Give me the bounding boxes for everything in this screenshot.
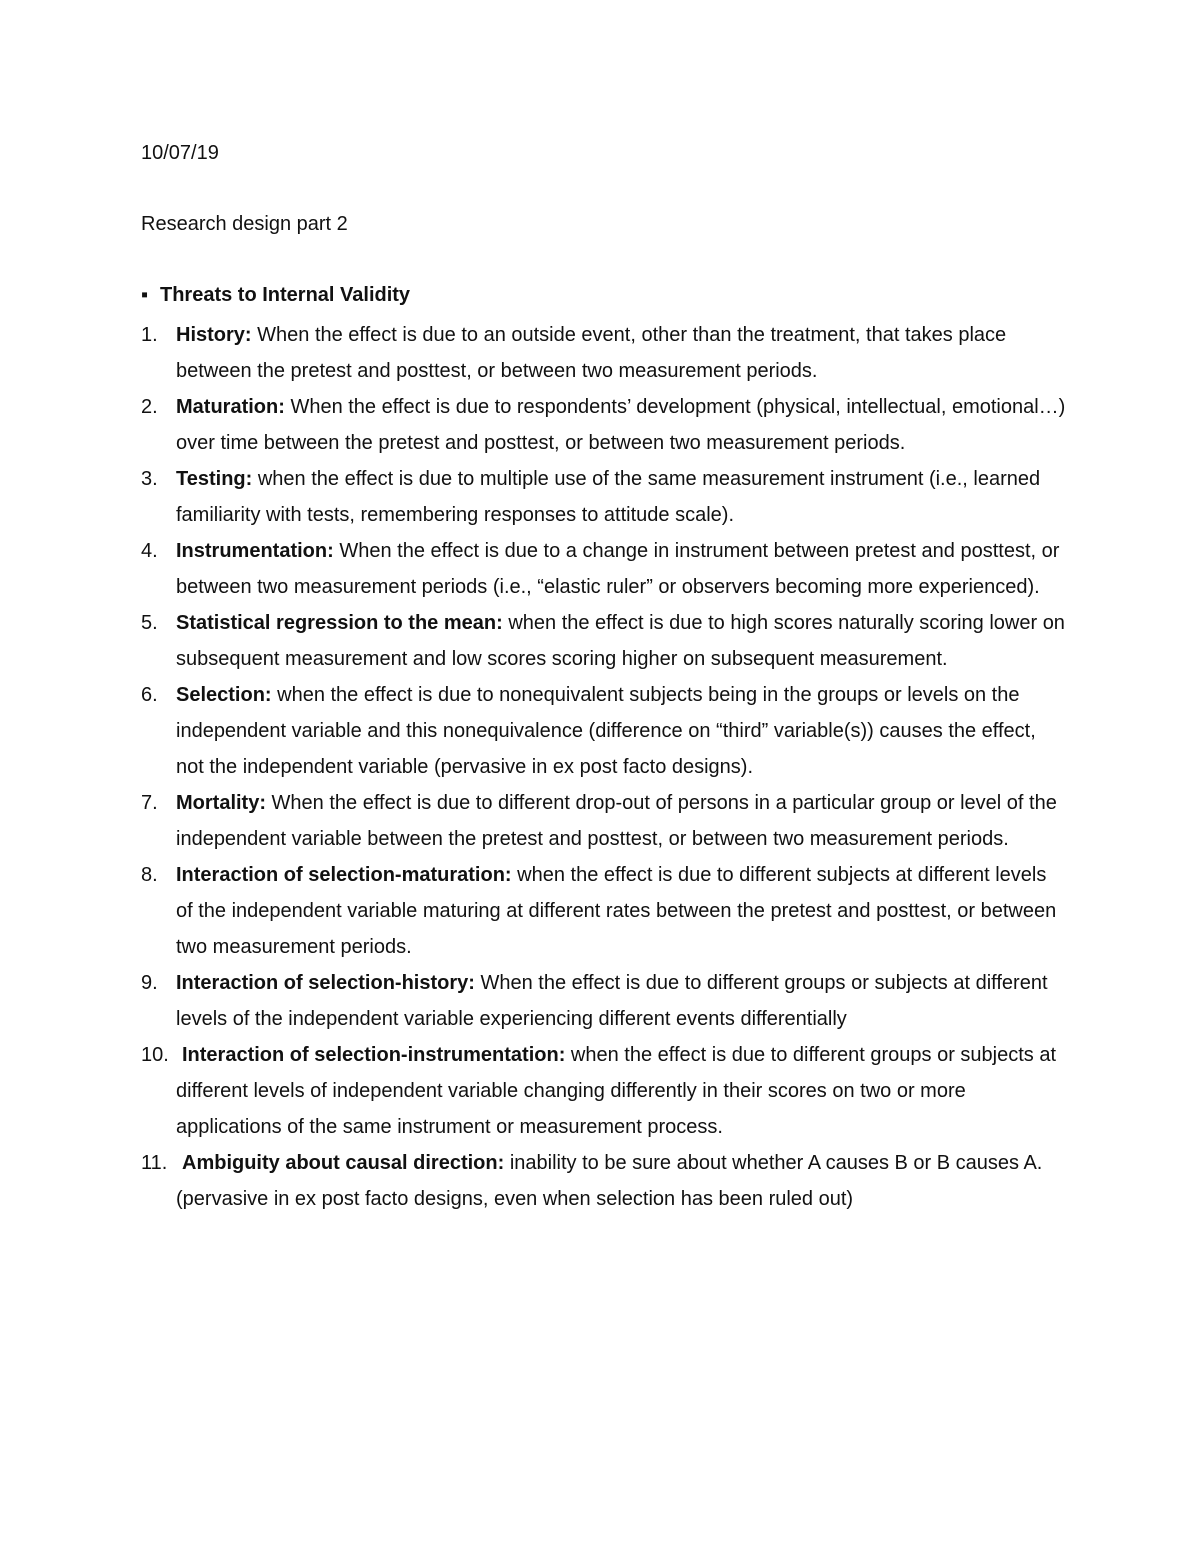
list-item-content bbox=[176, 864, 1056, 958]
list-item-text: When the effect is due to different groups or subjects at different levels of the independent variable experiencing different events differentially bbox=[176, 972, 1048, 1030]
list-item-content bbox=[176, 1044, 1056, 1138]
list-item-term: Interaction of selection-instrumentation: bbox=[182, 1044, 566, 1066]
list-item-content bbox=[176, 396, 1065, 454]
list-item-number: 7. bbox=[141, 792, 158, 814]
list-item-number: 11. bbox=[141, 1152, 168, 1174]
list-item-history bbox=[0, 317, 1066, 389]
section-heading bbox=[141, 282, 410, 308]
document-date: 10/07/19 bbox=[141, 142, 219, 164]
square-bullet-icon: ▪ bbox=[141, 284, 149, 306]
list-item-term: Selection: bbox=[176, 684, 272, 706]
list-item-selection-instrumentation bbox=[0, 1037, 1066, 1145]
list-item-term: Interaction of selection-maturation: bbox=[176, 864, 512, 886]
list-item-number: 6. bbox=[141, 684, 158, 706]
list-item-content bbox=[176, 540, 1059, 598]
list-item-text: When the effect is due to a change in instrument between pretest and posttest, or between two measurement periods (i.e., “elastic ruler” or observers becoming more experienced). bbox=[176, 540, 1060, 598]
list-item-number: 1. bbox=[141, 324, 158, 346]
list-item-text: inability to be sure about whether A causes B or B causes A. (pervasive in ex post facto designs, even when selection has been ruled out) bbox=[176, 1152, 1043, 1210]
list-item-text: when the effect is due to high scores naturally scoring lower on subsequent measurement and low scores scoring higher on subsequent measurement. bbox=[176, 612, 1065, 670]
list-item-instrumentation bbox=[0, 533, 1066, 605]
list-item-term: Maturation: bbox=[176, 396, 285, 418]
list-item-number: 5. bbox=[141, 612, 158, 634]
list-item-number: 3. bbox=[141, 468, 158, 490]
list-item-text: When the effect is due to an outside event, other than the treatment, that takes place between the pretest and posttest, or between two measurement periods. bbox=[176, 324, 1007, 382]
list-item-content bbox=[176, 684, 1036, 778]
list-item-statistical-regression bbox=[0, 605, 1066, 677]
list-item-number: 10. bbox=[141, 1044, 169, 1066]
list-item-text: When the effect is due to respondents’ development (physical, intellectual, emotional…) over time between the pretest and posttest, or between two measurement periods. bbox=[176, 396, 1066, 454]
list-item-term: Mortality: bbox=[176, 792, 266, 814]
list-item-term: Interaction of selection-history: bbox=[176, 972, 475, 994]
list-item-number: 8. bbox=[141, 864, 158, 886]
list-item-term: History: bbox=[176, 324, 252, 346]
list-item-term: Statistical regression to the mean: bbox=[176, 612, 503, 634]
list-item-text: when the effect is due to multiple use of the same measurement instrument (i.e., learned familiarity with tests, remembering responses to attitude scale). bbox=[176, 468, 1041, 526]
list-item-content bbox=[176, 1152, 1042, 1210]
list-item-term: Ambiguity about causal direction: bbox=[182, 1152, 505, 1174]
list-item-testing bbox=[0, 461, 1066, 533]
list-item-text: When the effect is due to different drop-out of persons in a particular group or level of the independent variable between the pretest and posttest, or between two measurement periods. bbox=[176, 792, 1057, 850]
list-item-number: 4. bbox=[141, 540, 158, 562]
list-item-number: 9. bbox=[141, 972, 158, 994]
list-item-selection bbox=[0, 677, 1066, 785]
list-item-term: Testing: bbox=[176, 468, 253, 490]
list-item-number: 2. bbox=[141, 396, 158, 418]
list-item-content bbox=[176, 792, 1057, 850]
list-item-text: when the effect is due to nonequivalent subjects being in the groups or levels on the independent variable and this nonequivalence (difference on “third” variable(s)) causes the effect, not the independent variable (pervasive in ex post facto designs). bbox=[176, 684, 1036, 778]
list-item-selection-history bbox=[0, 965, 1066, 1037]
list-item-text: when the effect is due to different groups or subjects at different levels of independent variable changing differently in their scores on two or more applications of the same instrument or measurement process. bbox=[176, 1044, 1057, 1138]
list-item-content bbox=[176, 612, 1065, 670]
threats-list bbox=[0, 317, 1200, 1217]
list-item-term: Instrumentation: bbox=[176, 540, 334, 562]
list-item-text: when the effect is due to different subjects at different levels of the independent variable maturing at different rates between the pretest and posttest, or between two measurement periods. bbox=[176, 864, 1057, 958]
section-heading-text: Threats to Internal Validity bbox=[160, 284, 411, 306]
list-item-content bbox=[176, 324, 1006, 382]
list-item-selection-maturation bbox=[0, 857, 1066, 965]
list-item-content bbox=[176, 468, 1040, 526]
list-item-maturation bbox=[0, 389, 1066, 461]
list-item-causal-direction bbox=[0, 1145, 1066, 1217]
list-item-mortality bbox=[0, 785, 1066, 857]
list-item-content bbox=[176, 972, 1048, 1030]
document-title: Research design part 2 bbox=[141, 213, 348, 235]
